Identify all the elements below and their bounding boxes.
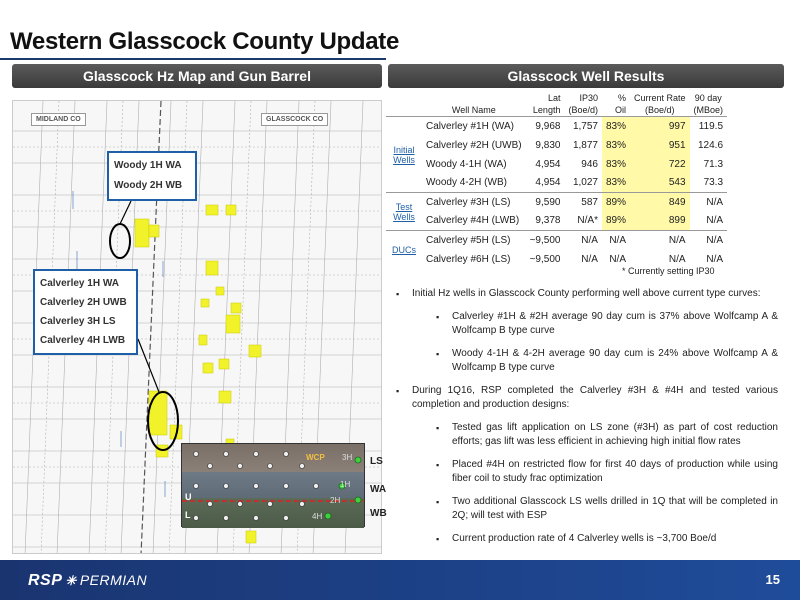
bullet-list [396, 287, 778, 555]
oil-pct-cell: 89% [602, 193, 630, 212]
ip30-cell: 587 [564, 193, 602, 212]
wcp-label: WCP [306, 453, 325, 462]
current-rate-cell: 543 [630, 174, 690, 193]
page-title: Western Glasscock County Update [10, 28, 400, 55]
oil-pct-cell: 83% [602, 117, 630, 136]
well-4h-label: 4H [312, 512, 323, 521]
ninety-day-cell: 124.6 [698, 139, 724, 151]
lat-length-cell: 4,954 [535, 158, 561, 170]
group-label-line: Initial [393, 144, 415, 155]
ip30-cell: N/A [564, 231, 602, 250]
lower-label: L [185, 510, 191, 520]
oil-pct-cell: N/A [609, 253, 626, 265]
zone-wb-label: WB [370, 508, 387, 519]
current-rate-cell: N/A [630, 231, 690, 250]
well-name-cell: Woody 4-2H (WB) [426, 177, 507, 189]
sub-bullet-item: ▪ Two additional Glasscock LS wells drilled in 1Q that will be completed in 2Q; will test with ESP [396, 495, 778, 523]
col-header [422, 92, 526, 104]
lat-length-cell: 9,590 [526, 193, 565, 212]
sub-bullet-item: ▪ Tested gas lift application on LS zone (#3H) as part of cost reduction efforts; gas lift was less efficient in achieving high initial flow rates [396, 421, 778, 449]
col-header: Oil [602, 104, 630, 117]
ninety-day-cell: N/A [690, 231, 728, 250]
lat-length-cell: 9,830 [535, 139, 561, 151]
woody-wells-ellipse [110, 224, 130, 258]
sub-bullet-item: ▪ Calverley #1H & #2H average 90 day cum is 37% above Wolfcamp A & Wolfcamp B type curve [396, 310, 778, 338]
ip30-cell: 1,757 [572, 120, 598, 132]
current-rate-cell: 951 [630, 136, 690, 155]
well-3h-label: 3H [342, 453, 353, 462]
table-footnote: * Currently setting IP30 [622, 266, 715, 276]
ninety-day-cell: N/A [706, 215, 724, 227]
oil-pct-cell: 89% [602, 212, 630, 231]
callout-line: Calverley 3H LS [40, 316, 116, 327]
well-name-cell: Calverley #4H (LWB) [426, 215, 520, 227]
col-header: Well Name [422, 104, 526, 117]
current-rate-cell: 997 [630, 117, 690, 136]
well-name-cell: Calverley #3H (LS) [422, 193, 526, 212]
group-label-line: Test [395, 201, 413, 212]
ninety-day-cell: N/A [706, 253, 724, 265]
oil-pct-cell: 83% [602, 136, 630, 155]
table-row [386, 193, 727, 212]
col-header: (MBoe) [690, 104, 728, 117]
callout-line: Woody 1H WA [114, 160, 182, 171]
current-rate-cell: 722 [630, 155, 690, 174]
sub-bullet-item: ▪ Woody 4-1H & 4-2H average 90 day cum is 24% above Wolfcamp A & Wolfcamp B type curve [396, 347, 778, 375]
well-name-cell: Calverley #5H (LS) [422, 231, 526, 250]
map-section-header: Glasscock Hz Map and Gun Barrel [12, 64, 382, 88]
col-header: 90 day [694, 93, 722, 103]
calverley-callout [33, 269, 138, 355]
ninety-day-cell: 119.5 [698, 120, 724, 132]
table-row [386, 117, 727, 136]
table-header-row [386, 92, 727, 104]
oil-pct-cell: 83% [602, 155, 630, 174]
col-header: Lat [547, 93, 561, 103]
well-name-cell: Calverley #1H (WA) [426, 120, 514, 132]
gun-barrel-wells [182, 444, 366, 528]
col-header: (Boe/d) [630, 104, 690, 117]
title-rule [0, 58, 386, 60]
sub-bullet-item: ▪ Current production rate of 4 Calverley wells is ~3,700 Boe/d [396, 532, 778, 546]
lat-length-cell: 4,954 [535, 177, 561, 189]
midland-county-label: MIDLAND CO [31, 113, 86, 126]
ip30-cell: 1,027 [572, 177, 598, 189]
results-section-header: Glasscock Well Results [388, 64, 784, 88]
table-row [386, 155, 727, 174]
rsp-permian-logo [28, 572, 147, 590]
well-1h-label: 1H [340, 480, 351, 489]
ip30-cell: N/A* [577, 215, 598, 227]
zone-wa-label: WA [370, 484, 387, 495]
lat-length-cell: 9,968 [535, 120, 561, 132]
oil-pct-cell: N/A [602, 231, 630, 250]
ip30-cell: N/A [581, 253, 598, 265]
ninety-day-cell: 71.3 [703, 158, 724, 170]
group-label-ducs [386, 231, 422, 269]
group-label-line: DUCs [392, 244, 416, 255]
well-2h-label: 2H [330, 496, 341, 505]
group-label-line: Wells [393, 211, 415, 222]
col-header: (Boe/d) [564, 104, 602, 117]
table-row [386, 136, 727, 155]
logo-star-icon: ✳ [65, 573, 77, 588]
table-header-row [386, 104, 727, 117]
logo-permian-text: PERMIAN [79, 572, 148, 588]
zone-ls-label: LS [370, 456, 383, 467]
logo-rsp-text: RSP [28, 572, 63, 589]
col-header: % [617, 93, 626, 103]
well-name-cell: Calverley #6H (LS) [426, 253, 511, 265]
lat-length-cell: 9,378 [535, 215, 561, 227]
col-header: Current Rate [633, 93, 686, 103]
ninety-day-cell: N/A [690, 193, 728, 212]
page-number: 15 [765, 572, 780, 587]
group-col-header [386, 104, 422, 117]
well-name-cell: Woody 4-1H (WA) [426, 158, 507, 170]
callout-line: Woody 2H WB [114, 180, 183, 191]
current-rate-cell: 899 [630, 212, 690, 231]
glasscock-county-label: GLASSCOCK CO [261, 113, 328, 126]
sub-bullet-item: ▪ Placed #4H on restricted flow for first 40 days of production while using fiber coil to study frac optimization [396, 458, 778, 486]
current-rate-cell: 849 [630, 193, 690, 212]
lat-length-cell: ~9,500 [526, 231, 565, 250]
oil-pct-cell: 83% [602, 174, 630, 193]
well-name-cell: Calverley #2H (UWB) [426, 139, 522, 151]
callout-line: Calverley 2H UWB [40, 297, 127, 308]
group-col-header [386, 92, 422, 104]
bullet-item: ▪ During 1Q16, RSP completed the Calverley #3H & #4H and tested various completion and production designs: [396, 384, 778, 412]
ninety-day-cell: 73.3 [703, 177, 724, 189]
callout-line: Calverley 1H WA [40, 278, 119, 289]
upper-label: U [185, 492, 192, 502]
woody-callout [107, 151, 197, 201]
current-rate-cell: N/A [668, 253, 686, 265]
ip30-cell: 1,877 [572, 139, 598, 151]
col-header: IP30 [579, 93, 598, 103]
table-row [386, 174, 727, 193]
footer-bar [0, 560, 800, 600]
well-results-table [386, 92, 727, 269]
bullet-item: ▪ Initial Hz wells in Glasscock County performing well above current type curves: [396, 287, 778, 301]
ip30-cell: 946 [581, 158, 598, 170]
group-label-line: Wells [393, 154, 415, 165]
lat-length-cell: ~9,500 [529, 253, 561, 265]
group-label-test [386, 193, 422, 231]
callout-line: Calverley 4H LWB [40, 335, 126, 346]
table-row [386, 212, 727, 231]
col-header: Length [526, 104, 565, 117]
table-row [386, 231, 727, 250]
group-label-initial [386, 117, 422, 193]
gun-barrel-diagram [181, 443, 365, 527]
